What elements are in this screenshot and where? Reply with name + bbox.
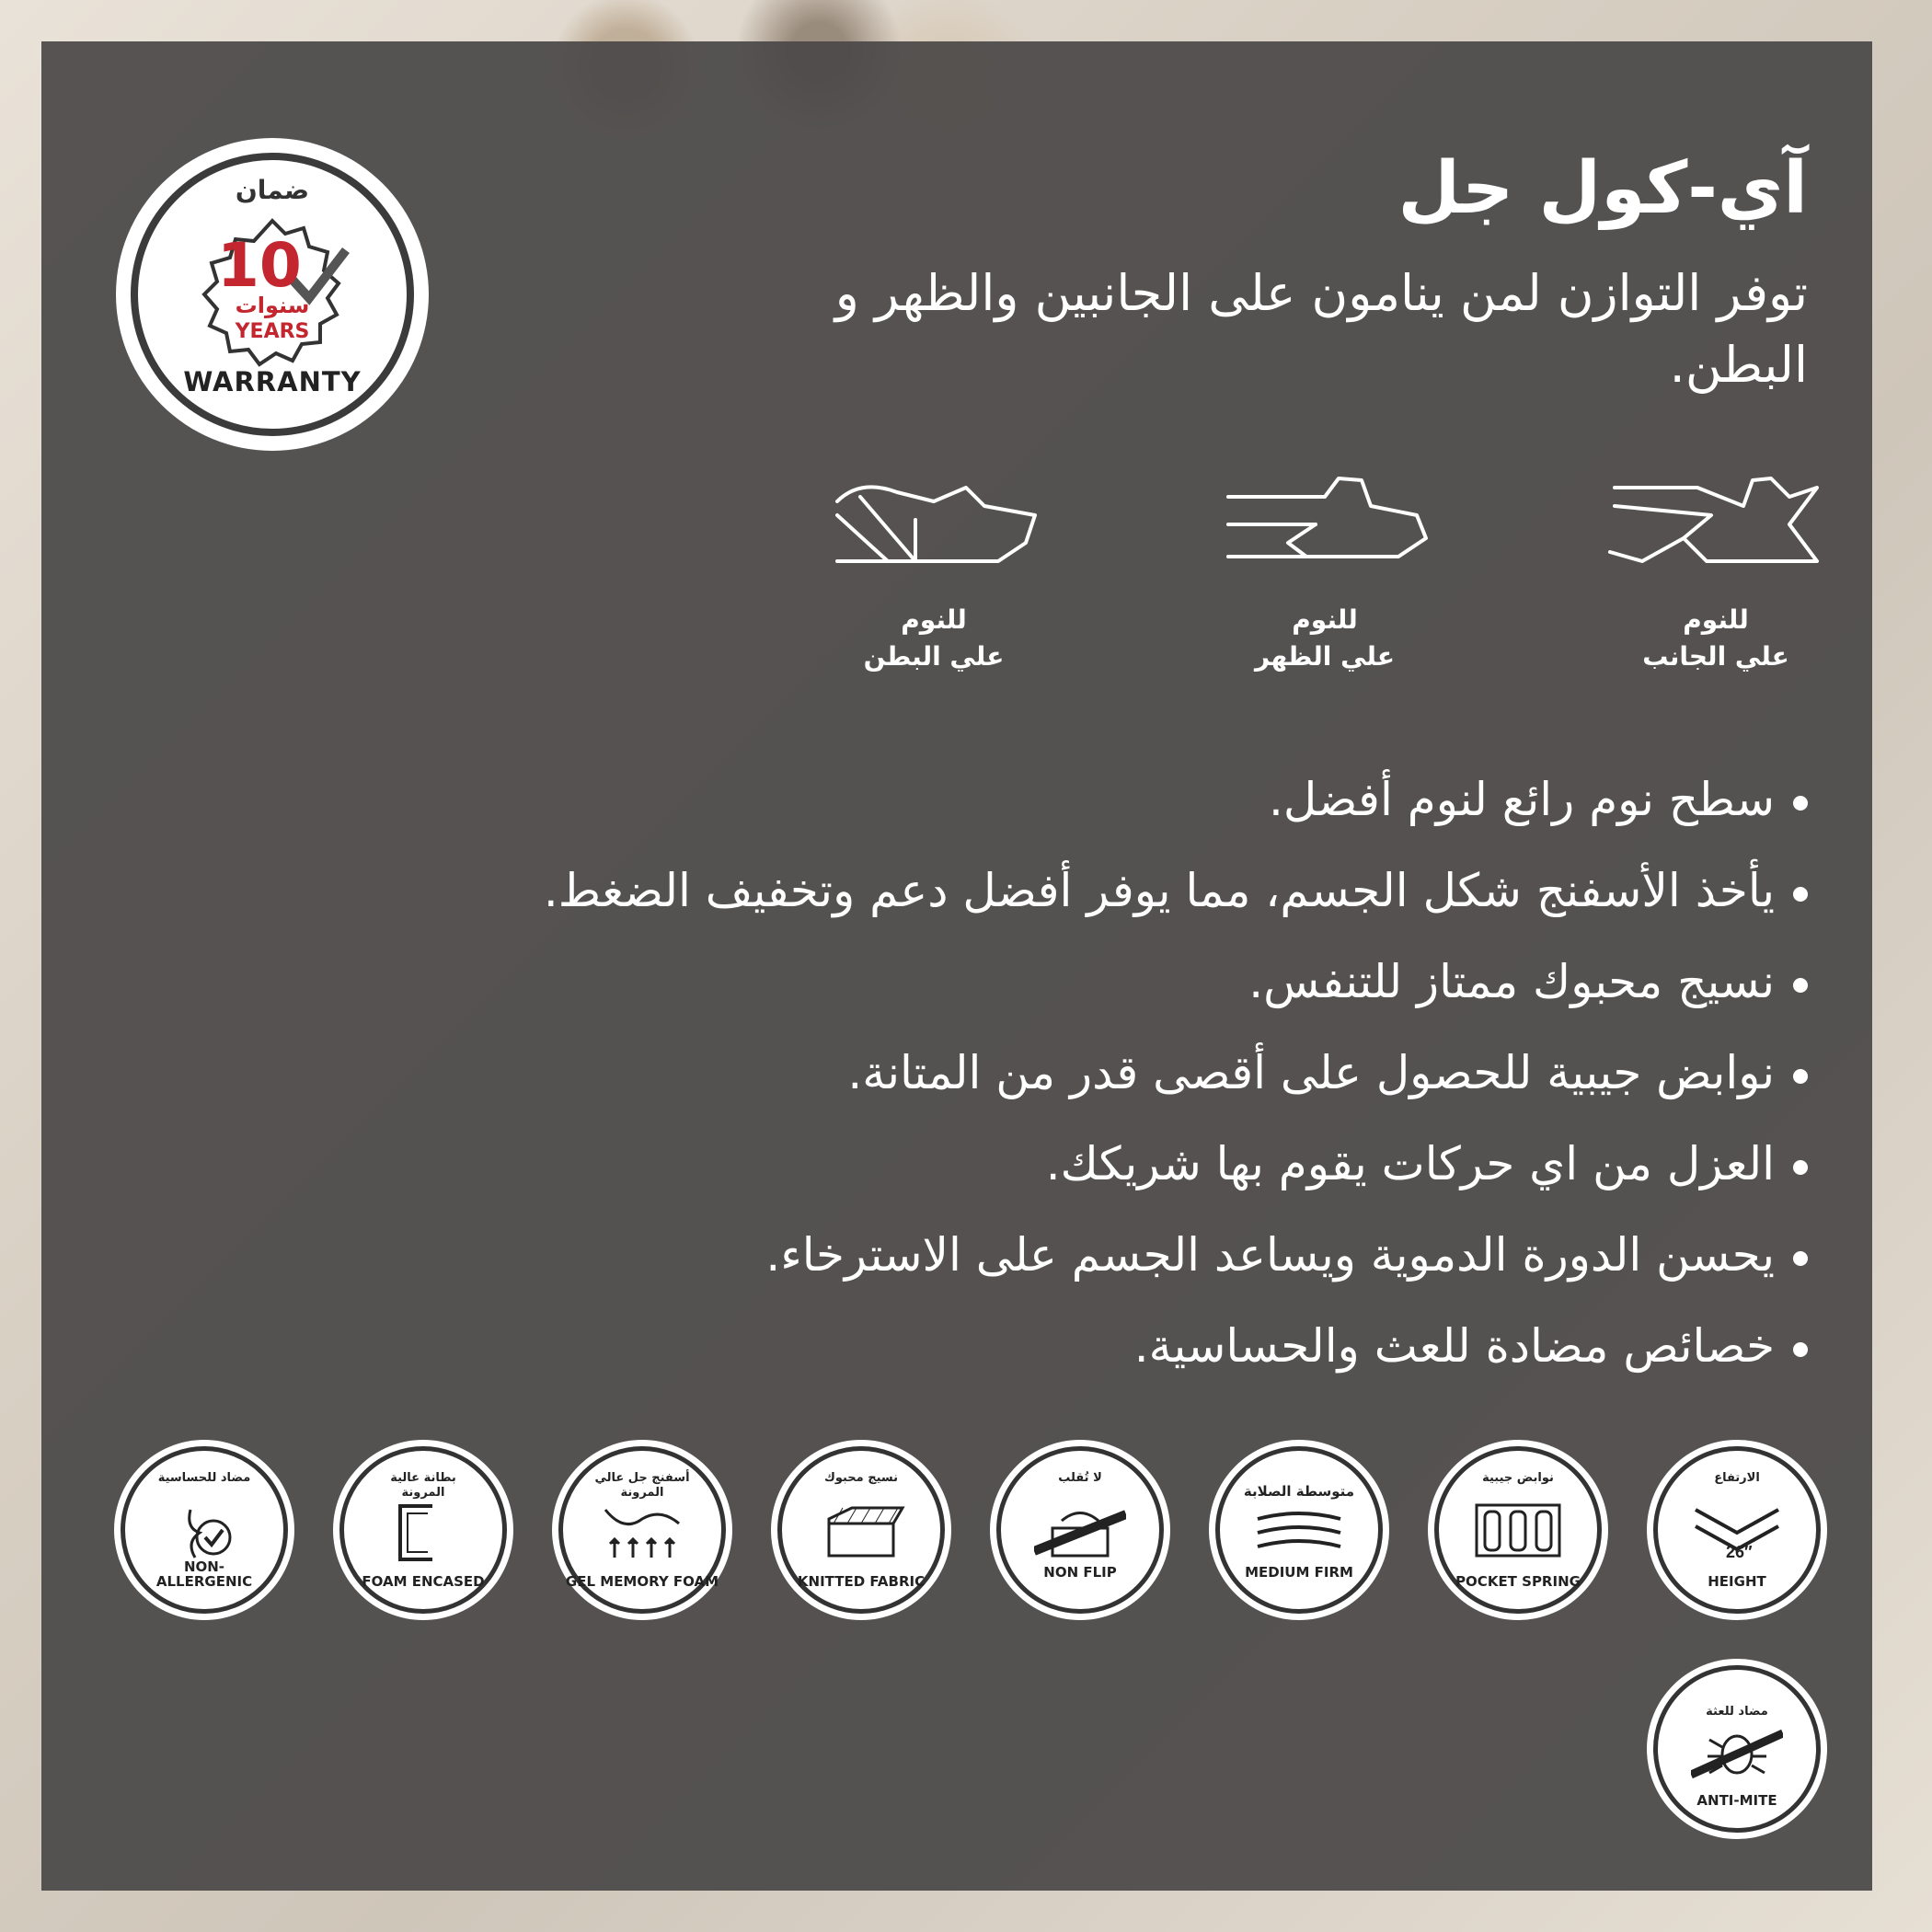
foam-encased-badge: بطانة عالية المرونة FOAM ENCASED <box>333 1440 513 1620</box>
non-allergenic-badge: مضاد للحساسية NON-ALLERGENIC <box>114 1440 294 1620</box>
bullet-icon <box>1793 796 1808 811</box>
pocket-spring-icon <box>1472 1501 1564 1565</box>
warranty-arabic-label: ضمان <box>235 175 310 205</box>
sleep-position-back <box>1205 469 1444 675</box>
anti-mite-icon <box>1691 1719 1783 1784</box>
sleep-position-side <box>1596 469 1835 675</box>
medium-firm-badge: متوسطة الصلابة MEDIUM FIRM <box>1209 1440 1389 1620</box>
side-sleeper-icon <box>1605 469 1826 589</box>
non-flip-badge: لا تُقلب NON FLIP <box>990 1440 1170 1620</box>
bullet-icon <box>1793 978 1808 993</box>
anti-mite-badge: مضاد للعثة ANTI-MITE <box>1647 1659 1827 1839</box>
bullet-icon <box>1793 887 1808 902</box>
side-line1: للنوم <box>1683 604 1749 635</box>
stomach-line2: علي البطن <box>863 641 1005 672</box>
feature-item: يأخذ الأسفنج شكل الجسم، مما يوفر أفضل دعم وتخفيف الضغط. <box>152 845 1808 937</box>
svg-text:26″: 26″ <box>1726 1543 1753 1561</box>
feature-item: العزل من اي حركات يقوم بها شريكك. <box>152 1119 1808 1210</box>
warranty-years-arabic: سنوات <box>235 293 310 318</box>
stomach-sleeper-icon <box>823 469 1044 589</box>
non-allergenic-icon <box>158 1501 250 1565</box>
feature-list <box>152 754 1808 1392</box>
bullet-icon <box>1793 1342 1808 1357</box>
non-flip-icon <box>1034 1501 1126 1565</box>
back-line1: للنوم <box>1292 604 1358 635</box>
feature-item: نسيج محبوك ممتاز للتنفس. <box>152 937 1808 1028</box>
feature-item: خصائص مضادة للعث والحساسية. <box>152 1301 1808 1392</box>
warranty-badge <box>116 138 429 451</box>
gel-memory-foam-badge: أسفنج جل عالي المرونة GEL MEMORY FOAM <box>552 1440 732 1620</box>
warranty-label: WARRANTY <box>183 366 362 397</box>
medium-firm-icon <box>1253 1501 1345 1565</box>
back-sleeper-icon <box>1214 469 1435 589</box>
side-line2: علي الجانب <box>1642 641 1789 672</box>
product-subtitle: توفر التوازن لمن ينامون على الجانبين والظهر و البطن. <box>834 264 1808 394</box>
bullet-icon <box>1793 1160 1808 1175</box>
bullet-icon <box>1793 1069 1808 1084</box>
sleep-position-stomach <box>814 469 1053 675</box>
height-badge: الارتفاع 26″ HEIGHT <box>1647 1440 1827 1620</box>
product-title: آي-كول جل <box>1397 147 1808 230</box>
bullet-icon <box>1793 1251 1808 1266</box>
warranty-years-english: YEARS <box>235 320 310 343</box>
height-icon <box>1691 1501 1783 1565</box>
back-line2: علي الظهر <box>1255 641 1395 672</box>
pocket-spring-badge: نوابض جيبية POCKET SPRING <box>1428 1440 1608 1620</box>
stomach-line1: للنوم <box>901 604 967 635</box>
gel-memory-foam-icon <box>596 1501 688 1565</box>
knitted-fabric-icon <box>815 1501 907 1565</box>
feature-item: نوابض جيبية للحصول على أقصى قدر من المتانة. <box>152 1028 1808 1119</box>
foam-encased-icon <box>377 1501 469 1565</box>
warranty-number: 10 <box>217 230 302 301</box>
feature-item: يحسن الدورة الدموية ويساعد الجسم على الاسترخاء. <box>152 1210 1808 1301</box>
feature-item: سطح نوم رائع لنوم أفضل. <box>152 754 1808 845</box>
knitted-fabric-badge: نسيج محبوك KNITTED FABRIC <box>771 1440 951 1620</box>
